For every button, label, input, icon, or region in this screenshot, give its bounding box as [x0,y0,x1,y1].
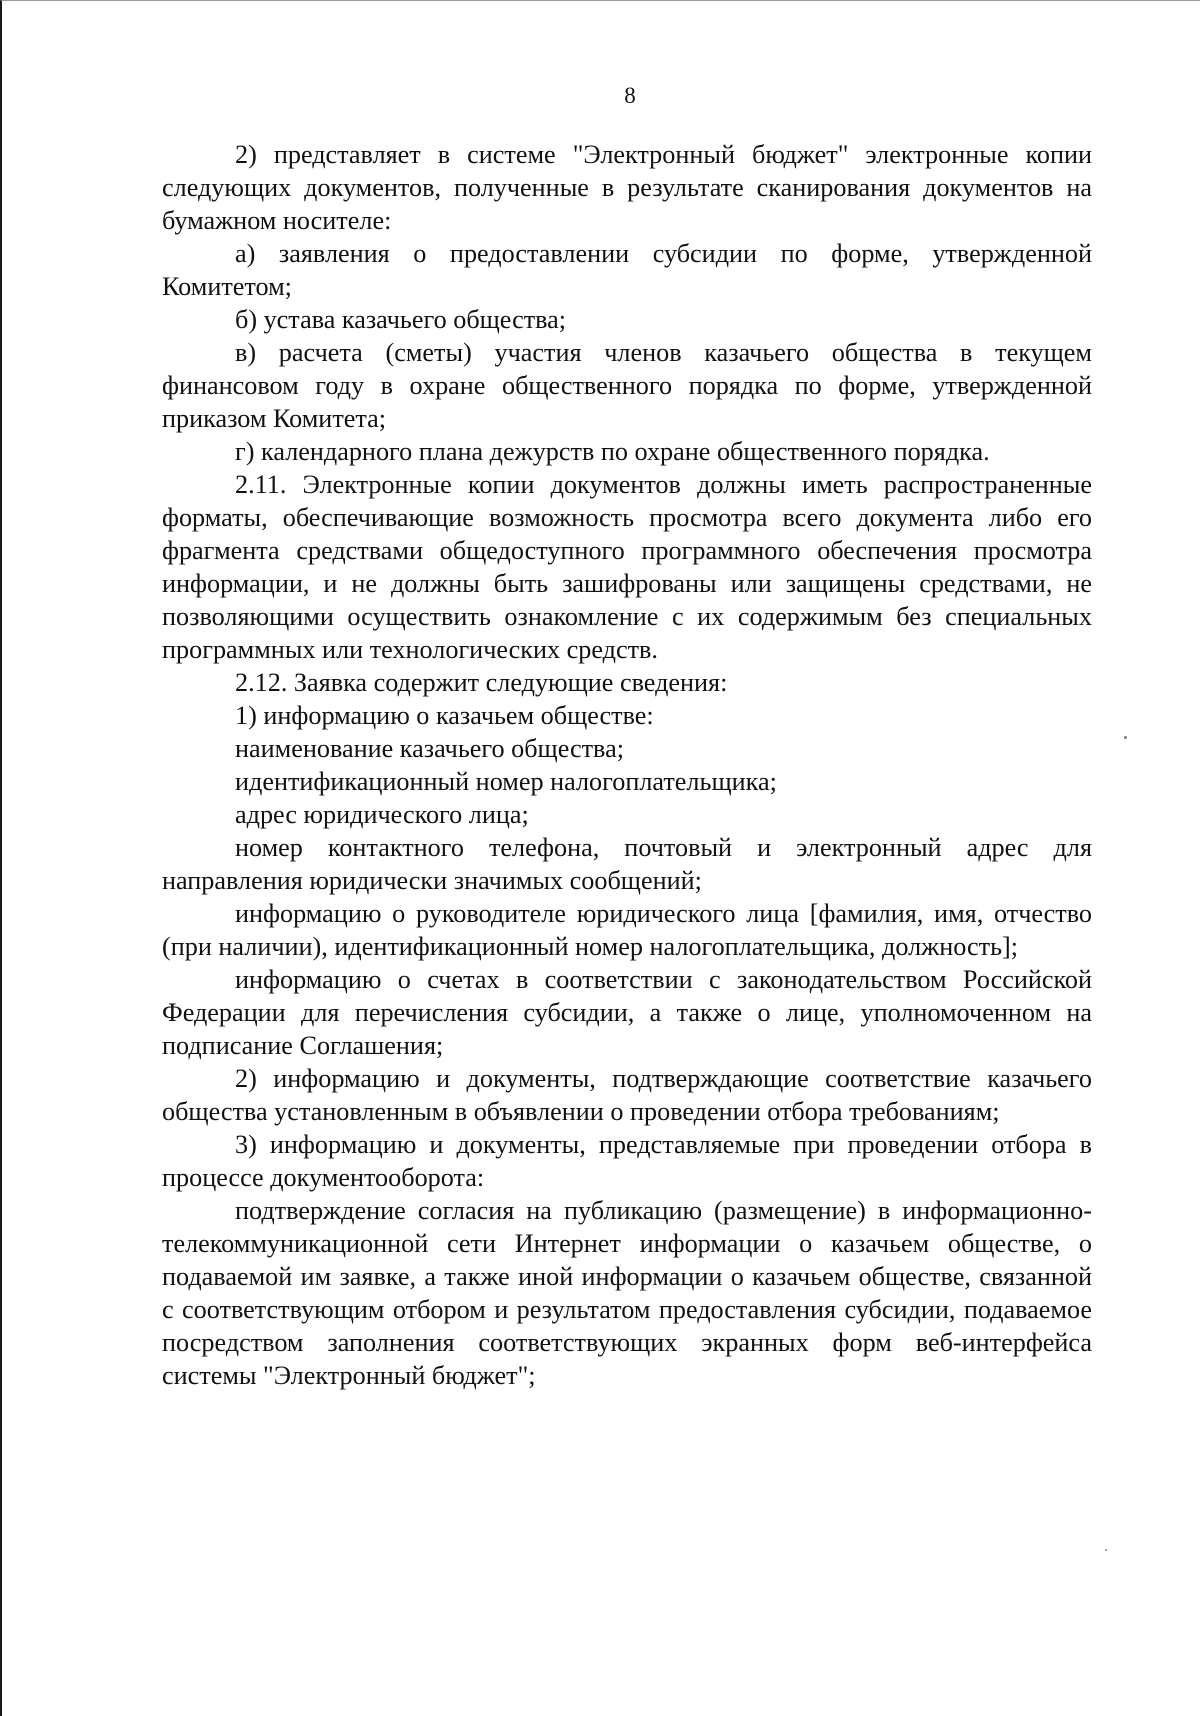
paragraph: б) устава казачьего общества; [235,305,567,334]
scan-speck [1105,1549,1107,1551]
document-body [162,138,1092,1392]
paragraph: 2) информацию и документы, подтверждающие соответствие казачьего общества установленным в объявлении о проведении отбора требованиям; [162,1064,1092,1126]
paragraph: 2) представляет в системе "Электронный бюджет" электронные копии следующих документов, полученные в результате сканирования документов на бумажном носителе: [162,140,1092,235]
paragraph: наименование казачьего общества; [235,734,624,763]
paragraph: информацию о руководителе юридического лица [фамилия, имя, отчество (при наличии), идентификационный номер налогоплательщика, должность]; [162,899,1092,961]
paragraph: 1) информацию о казачьем обществе: [235,701,654,730]
paragraph: 2.12. Заявка содержит следующие сведения: [235,668,728,697]
paragraph: 2.11. Электронные копии документов должны иметь распространенные форматы, обеспечивающие возможность просмотра всего документа либо его фрагмента средствами общедоступного программного обеспечения просмотра информации, и не должны быть зашифрованы или защищены средствами, не позволяющими осуществить ознакомление с их содержимым без специальных программных или технологических средств. [162,470,1092,664]
scan-speck [1124,736,1127,739]
paragraph: номер контактного телефона, почтовый и электронный адрес для направления юридически значимых сообщений; [162,833,1092,895]
paragraph: 3) информацию и документы, представляемые при проведении отбора в процессе документооборота: [162,1130,1092,1192]
paragraph: подтверждение согласия на публикацию (размещение) в информационно-телекоммуникационной сети Интернет информации о казачьем обществе, о подаваемой им заявке, а также иной информации о казачьем обществе, связанной с соответствующим отбором и результатом предоставления субсидии, подаваемое посредством заполнения соответствующих экранных форм веб-интерфейса системы "Электронный бюджет"; [162,1196,1092,1390]
paragraph: идентификационный номер налогоплательщика; [235,767,777,796]
paragraph: адрес юридического лица; [235,800,529,829]
paragraph: информацию о счетах в соответствии с законодательством Российской Федерации для перечисления субсидии, а также о лице, уполномоченном на подписание Соглашения; [162,965,1092,1060]
page-number: 8 [624,83,636,108]
paragraph: в) расчета (сметы) участия членов казачьего общества в текущем финансовом году в охране общественного порядка по форме, утвержденной приказом Комитета; [162,338,1092,433]
paragraph: а) заявления о предоставлении субсидии по форме, утвержденной Комитетом; [162,239,1092,301]
paragraph: г) календарного плана дежурств по охране общественного порядка. [235,437,990,466]
